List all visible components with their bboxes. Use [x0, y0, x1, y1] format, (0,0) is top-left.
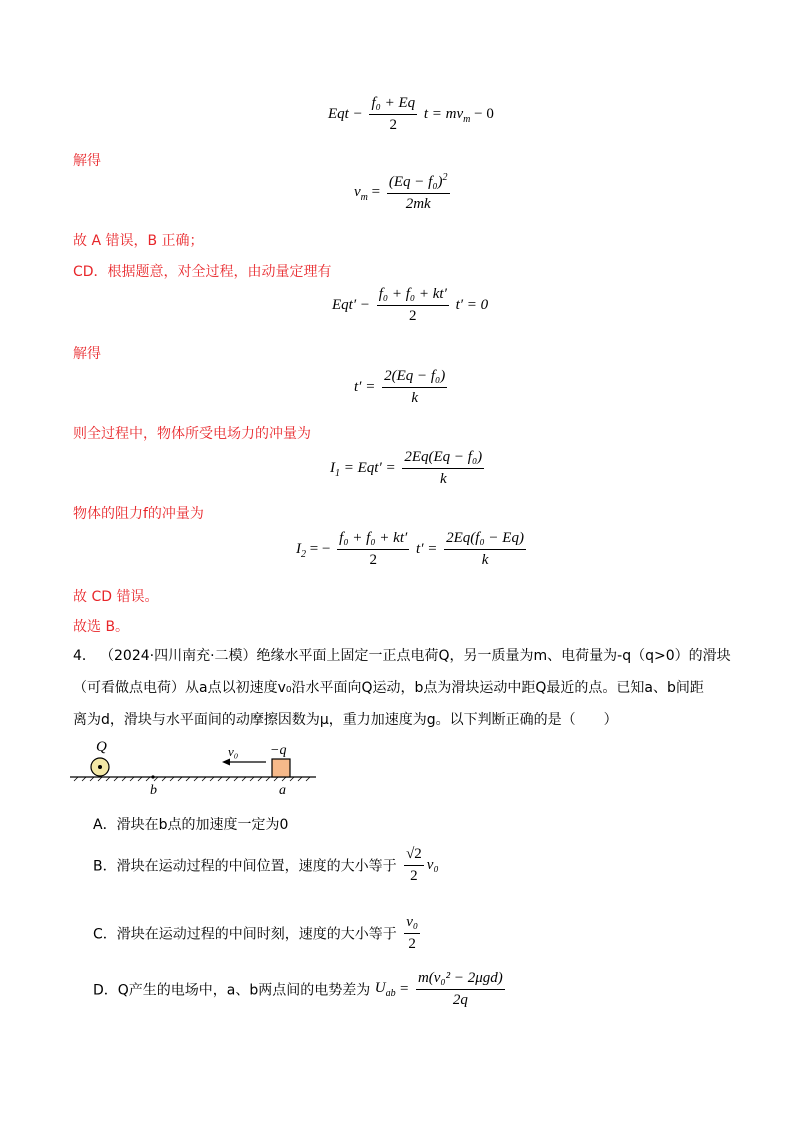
option-C-den: 2 — [408, 936, 416, 952]
question-number: 4． — [73, 648, 96, 664]
option-B-fraction — [404, 846, 424, 885]
text-impulse-electric-intro: 则全过程中，物体所受电场力的冲量为 — [73, 426, 311, 442]
eq2-lhs-sub: m — [360, 191, 368, 203]
eq1-fraction — [369, 95, 417, 134]
figure-label-a: a — [279, 783, 286, 798]
eq6-den1: 2 — [369, 552, 377, 568]
eq2-eqsign: = — [371, 183, 381, 200]
option-C[interactable] — [93, 914, 423, 953]
eq1-left: Eqt − — [328, 105, 363, 122]
eq6-den2: k — [481, 552, 489, 568]
eq5-mid: = Eqt′ = — [343, 459, 396, 476]
eq1-frac-num: f₀ + Eq — [369, 95, 417, 115]
eq3-frac-den: 2 — [409, 308, 417, 324]
equation-momentum-phase1 — [328, 95, 494, 134]
option-D-lhs-sub: ab — [385, 988, 396, 999]
text-jiede-1: 解得 — [73, 153, 101, 169]
option-B-tail: v₀ — [426, 857, 439, 873]
option-D-lhs: U — [374, 980, 386, 996]
eq2-num: (Eq − f₀) — [388, 174, 443, 190]
option-C-fraction — [404, 914, 420, 953]
text-cd-intro: CD．根据题意，对全过程，由动量定理有 — [73, 264, 332, 280]
eq4-fraction — [382, 368, 447, 407]
eq6-num1: f₀ + f₀ + kt′ — [337, 530, 409, 550]
figure-label-neg-q: −q — [270, 743, 287, 758]
eq4-den: k — [411, 390, 418, 406]
eq6-fraction-2 — [444, 530, 526, 569]
eq5-den: k — [439, 471, 447, 487]
eq1-frac-den: 2 — [389, 117, 398, 133]
text-conclusion-cd: 故 CD 错误。 — [73, 589, 159, 605]
figure-label-Q: Q — [96, 739, 107, 755]
option-B-text: B．滑块在运动过程的中间位置，速度的大小等于 — [93, 858, 397, 875]
option-B[interactable] — [93, 846, 439, 885]
option-C-text: C．滑块在运动过程的中间时刻，速度的大小等于 — [93, 926, 397, 943]
eq2-lhs: v — [354, 183, 361, 200]
eq4-lhs: t′ = — [354, 378, 376, 395]
text-jiede-2: 解得 — [73, 346, 101, 362]
eq5-num: 2Eq(Eq − f₀) — [402, 449, 484, 469]
point-b-marker — [151, 775, 154, 778]
option-D[interactable]: D．Q产生的电场中，a、b两点间的电势差为 $U_{ab}$ = $\frac{\text{m(v₀² − 2μgd)}}{2q}$ — [93, 970, 503, 1008]
eq1-right-sub: m — [463, 113, 471, 125]
eq2-den: 2mk — [405, 196, 431, 212]
eq3-right: t′ = 0 — [455, 296, 489, 313]
eq5-lhs: I — [330, 459, 335, 476]
eq5-fraction — [402, 449, 484, 488]
eq6-num2: 2Eq(f₀ − Eq) — [444, 530, 526, 550]
text-final-answer: 故选 B。 — [73, 619, 130, 635]
eq3-left: Eqt′ − — [332, 296, 370, 313]
eq2-fraction — [387, 172, 450, 213]
eq1-right: t = mv — [423, 105, 464, 122]
velocity-arrow-head — [222, 759, 230, 766]
option-B-den: 2 — [410, 868, 418, 884]
eq1-tail: − 0 — [470, 105, 494, 122]
option-D-text: D．Q产生的电场中，a、b两点间的电势差为 — [93, 982, 371, 999]
option-A[interactable]: A．滑块在b点的加速度一定为0 — [93, 817, 289, 833]
charge-center-dot — [98, 765, 102, 769]
eq6-lhs: I — [296, 540, 301, 557]
question-line-2: （可看做点电荷）从a点以初速度v₀沿水平面向Q运动，b点为滑块运动中距Q最近的点。已知a、b间距 — [73, 680, 704, 696]
equation-momentum-total — [332, 286, 488, 325]
eq4-num: 2(Eq − f₀) — [382, 368, 447, 388]
figure-label-b: b — [150, 783, 157, 798]
equation-impulse-drag — [296, 530, 529, 569]
option-D-fraction — [416, 970, 505, 1009]
text-conclusion-ab: 故 A 错误，B 正确； — [73, 233, 204, 249]
option-C-num: v₀ — [404, 914, 420, 934]
question-line-3: 离为d，滑块与水平面间的动摩擦因数为μ，重力加速度为g。以下判断正确的是（ ） — [73, 712, 618, 728]
eq5-lhs-sub: 1 — [335, 467, 340, 479]
slider-block — [272, 759, 290, 777]
eq2-num-sup: 2 — [442, 172, 448, 183]
figure-label-v0: v₀ — [228, 744, 239, 759]
option-D-den: 2q — [452, 992, 468, 1008]
eq6-fraction-1 — [337, 530, 409, 569]
text-impulse-drag-intro: 物体的阻力f的冲量为 — [73, 506, 204, 522]
eq3-frac-num: f₀ + f₀ + kt′ — [377, 286, 449, 306]
physics-figure — [70, 737, 330, 799]
eq6-mid2: t′ = — [416, 540, 438, 557]
option-B-num: √2 — [404, 846, 424, 866]
eq3-fraction — [377, 286, 449, 325]
option-D-num: m(v₀² − 2μgd) — [416, 970, 505, 990]
equation-t-prime — [354, 368, 450, 407]
eq6-lhs-sub: 2 — [301, 548, 306, 560]
eq6-mid: = − — [309, 540, 331, 557]
equation-vm — [354, 172, 453, 213]
question-line-1: （2024·四川南充·二模）绝缘水平面上固定一正点电荷Q，另一质量为m、电荷量为-q（q>0）的滑块 — [100, 648, 731, 664]
equation-impulse-electric — [330, 449, 487, 488]
